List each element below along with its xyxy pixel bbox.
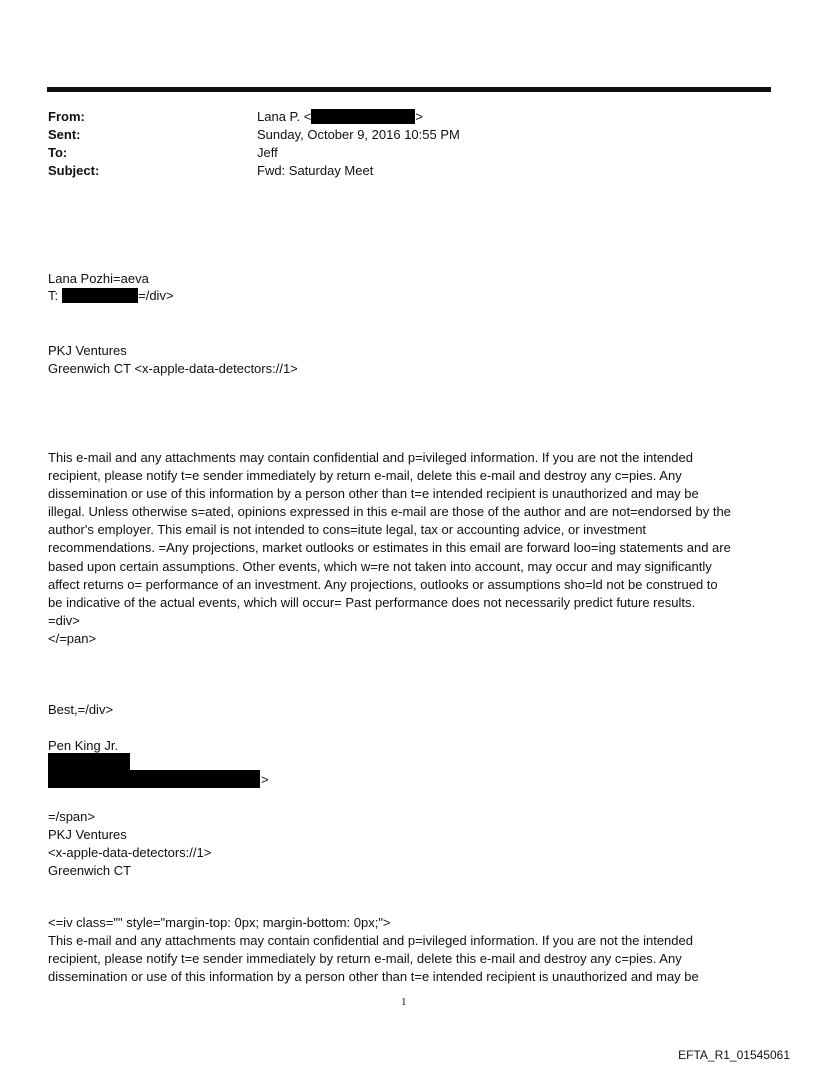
disclaimer-line: dissemination or use of this information by a person other than t=e intended recipient is unauthorized and may be <box>48 486 699 502</box>
sent-label: Sent: <box>48 127 81 142</box>
disclaimer-line: illegal. Unless otherwise s=ated, opinions expressed in this e-mail are those of the author and are not=endorsed by the <box>48 504 731 520</box>
signature-line: Greenwich CT <box>48 863 132 879</box>
subject-label: Subject: <box>48 163 100 178</box>
redaction-block <box>48 770 260 788</box>
redaction-block <box>311 109 415 124</box>
phone-prefix: T: <box>48 288 59 303</box>
redacted-suffix: > <box>261 772 269 787</box>
disclaimer-line: recommendations. =Any projections, market outlooks or estimates in this email are forward loo=ing statements and are <box>48 540 731 556</box>
disclaimer-line: be indicative of the actual events, which will occur= Past performance does not necessarily predict future results. <box>48 594 696 610</box>
from-label: From: <box>48 109 85 124</box>
disclaimer-line: affect returns o= performance of an investment. Any projections, outlooks or assumptions sho=ld not be construed to <box>48 576 718 592</box>
closing-best: Best,=/div> <box>48 702 114 717</box>
subject-value: Fwd: Saturday Meet <box>257 163 374 178</box>
disclaimer-line: recipient, please notify t=e sender immediately by return e-mail, delete this e-mail and destroy any c=pies. Any <box>48 951 682 967</box>
disclaimer-paragraph <box>48 914 770 986</box>
closing-name: Pen King Jr. <box>48 738 119 753</box>
signature-line: =/span> <box>48 809 95 824</box>
phone-suffix: =/div> <box>138 288 174 303</box>
page-number: 1 <box>401 996 407 1008</box>
from-name: Lana P. < <box>257 109 312 124</box>
sender-company: PKJ Ventures <box>48 343 127 358</box>
disclaimer-line: =div> <box>48 612 80 628</box>
redaction-block <box>48 753 130 771</box>
disclaimer-line: based upon certain assumptions. Other events, which w=re not taken into account, may occur and may significantly <box>48 558 712 574</box>
disclaimer-line: author's employer. This email is not intended to cons=itute legal, tax or accounting advice, or investment <box>48 522 647 538</box>
from-suffix: > <box>415 109 423 124</box>
to-value: Jeff <box>257 145 278 160</box>
disclaimer-line: <=iv class="" style="margin-top: 0px; margin-bottom: 0px;"> <box>48 915 391 930</box>
disclaimer-line: dissemination or use of this information by a person other than t=e intended recipient is unauthorized and may be <box>48 969 699 985</box>
to-label: To: <box>48 145 68 160</box>
bates-number: EFTA_R1_01545061 <box>678 1048 790 1062</box>
sender-location: Greenwich CT <x-apple-data-detectors://1> <box>48 361 298 376</box>
sender-phone <box>48 287 174 305</box>
signature-line: PKJ Ventures <box>48 827 127 843</box>
sender-name: Lana Pozhi=aeva <box>48 271 149 286</box>
sent-value: Sunday, October 9, 2016 10:55 PM <box>257 127 460 142</box>
disclaimer-line: recipient, please notify t=e sender immediately by return e-mail, delete this e-mail and destroy any c=pies. Any <box>48 468 682 484</box>
disclaimer-line: This e-mail and any attachments may contain confidential and p=ivileged information. If you are not the intended <box>48 933 693 949</box>
signature-block <box>48 808 770 880</box>
disclaimer-line: This e-mail and any attachments may contain confidential and p=ivileged information. If you are not the intended <box>48 450 693 465</box>
disclaimer-paragraph <box>48 449 770 648</box>
from-value <box>257 108 423 126</box>
redaction-block <box>62 288 138 303</box>
header-rule <box>47 87 771 92</box>
disclaimer-line: </=pan> <box>48 630 97 646</box>
signature-line: <x-apple-data-detectors://1> <box>48 845 212 861</box>
